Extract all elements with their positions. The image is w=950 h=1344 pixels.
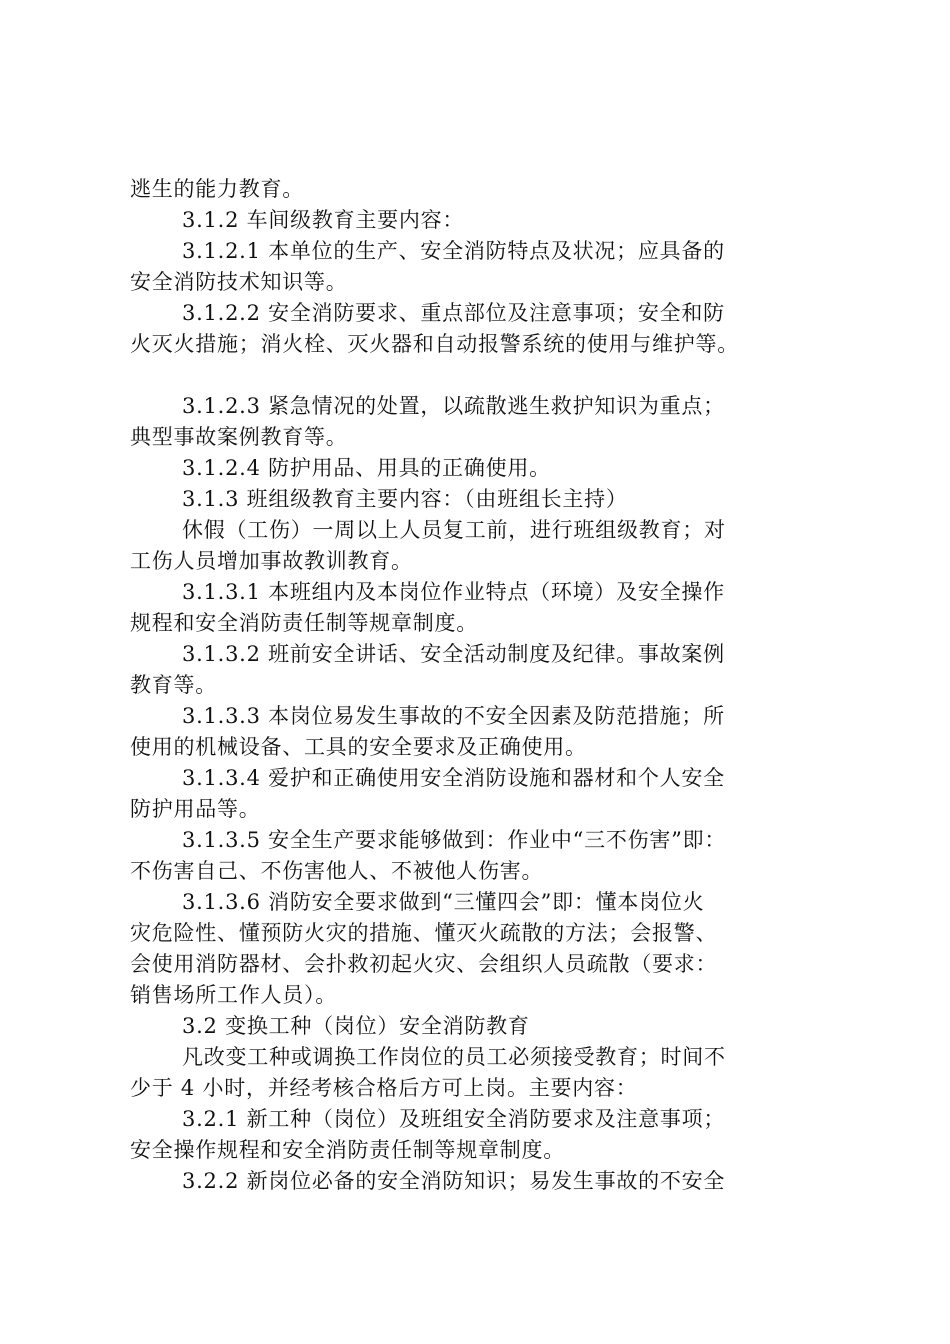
text-line: 3.1.2.4 防护用品、用具的正确使用。 xyxy=(182,456,551,480)
text-line: 工伤人员增加事故教训教育。 xyxy=(130,549,413,573)
text-line: 逃生的能力教育。 xyxy=(130,177,304,201)
text-line: 3.1.3.5 安全生产要求能够做到：作业中“三不伤害”即： xyxy=(182,828,727,852)
text-line: 3.1.3.3 本岗位易发生事故的不安全因素及防范措施；所 xyxy=(182,704,725,728)
section-heading: 3.1.2 车间级教育主要内容： xyxy=(182,208,465,232)
text-line: 规程和安全消防责任制等规章制度。 xyxy=(130,611,478,635)
text-line: 少于 4 小时，并经考核合格后方可上岗。主要内容： xyxy=(130,1076,638,1100)
text-line: 3.1.2.3 紧急情况的处置，以疏散逃生救护知识为重点； xyxy=(182,394,725,418)
section-heading: 3.1.3 班组级教育主要内容：（由班组长主持） xyxy=(182,487,628,511)
text-line: 典型事故案例教育等。 xyxy=(130,425,348,449)
text-line: 火灭火措施；消火栓、灭火器和自动报警系统的使用与维护等。 xyxy=(130,332,739,356)
text-line: 安全消防技术知识等。 xyxy=(130,270,348,294)
text-line: 3.2.2 新岗位必备的安全消防知识；易发生事故的不安全 xyxy=(182,1169,726,1193)
text-line: 安全操作规程和安全消防责任制等规章制度。 xyxy=(130,1138,565,1162)
text-line: 教育等。 xyxy=(130,673,217,697)
text-line: 3.2.1 新工种（岗位）及班组安全消防要求及注意事项； xyxy=(182,1107,726,1131)
text-line: 不伤害自己、不伤害他人、不被他人伤害。 xyxy=(130,859,544,883)
document-body xyxy=(130,174,830,1197)
blank-line xyxy=(130,360,830,391)
text-line: 灾危险性、懂预防火灾的措施、懂灭火疏散的方法；会报警、 xyxy=(130,921,718,945)
text-line: 3.1.3.1 本班组内及本岗位作业特点（环境）及安全操作 xyxy=(182,580,725,604)
text-line: 3.1.3.4 爱护和正确使用安全消防设施和器材和个人安全 xyxy=(182,766,725,790)
text-line: 会使用消防器材、会扑救初起火灾、会组织人员疏散（要求： xyxy=(130,952,718,976)
text-line: 3.1.2.1 本单位的生产、安全消防特点及状况；应具备的 xyxy=(182,239,725,263)
text-line: 休假（工伤）一周以上人员复工前，进行班组级教育；对 xyxy=(182,518,726,542)
text-line: 凡改变工种或调换工作岗位的员工必须接受教育；时间不 xyxy=(182,1045,726,1069)
text-line: 使用的机械设备、工具的安全要求及正确使用。 xyxy=(130,735,587,759)
section-heading: 3.2 变换工种（岗位）安全消防教育 xyxy=(182,1014,530,1038)
text-line: 3.1.3.6 消防安全要求做到“三懂四会”即：懂本岗位火 xyxy=(182,890,705,914)
text-line: 3.1.3.2 班前安全讲话、安全活动制度及纪律。事故案例 xyxy=(182,642,725,666)
text-line: 3.1.2.2 安全消防要求、重点部位及注意事项；安全和防 xyxy=(182,301,725,325)
text-line: 防护用品等。 xyxy=(130,797,261,821)
text-line: 销售场所工作人员）。 xyxy=(130,983,337,1007)
